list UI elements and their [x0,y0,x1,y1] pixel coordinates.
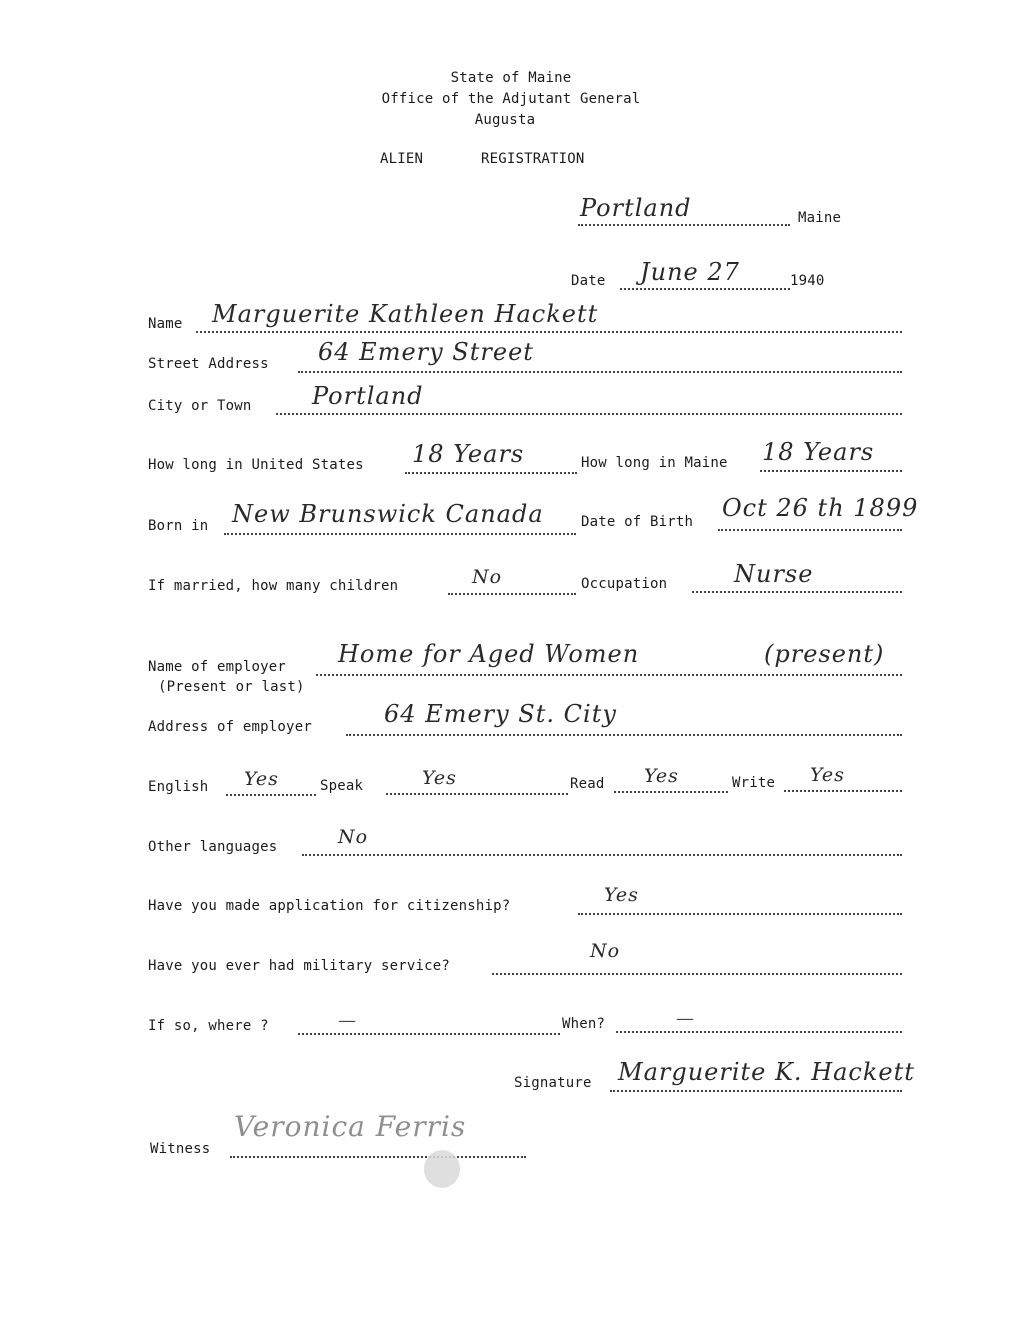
header-state: State of Maine [450,70,572,86]
maine-time-label: How long in Maine [581,455,728,471]
title-alien: ALIEN [380,151,424,167]
us-time-label: How long in United States [148,457,364,473]
ink-smudge [424,1150,460,1188]
military-value: No [590,940,621,962]
witness-label: Witness [150,1141,211,1157]
name-label: Name [148,316,183,332]
place-suffix: Maine [798,210,842,226]
employer-value: Home for Aged Women [338,640,640,668]
speak-label: Speak [320,778,364,794]
where-value: — [338,1010,356,1031]
speak-value: Yes [422,767,457,789]
citizenship-label: Have you made application for citizenship? [148,898,511,914]
occupation-value: Nurse [734,560,814,588]
signature-label: Signature [514,1075,592,1091]
witness-value: Veronica Ferris [234,1110,467,1143]
date-value: June 27 [640,258,740,286]
city-value: Portland [312,382,424,410]
employer-address-label: Address of employer [148,719,312,735]
street-value: 64 Emery Street [318,338,534,366]
english-label: English [148,779,209,795]
where-label: If so, where ? [148,1018,269,1034]
english-value: Yes [244,768,279,790]
street-label: Street Address [148,356,269,372]
dob-label: Date of Birth [581,514,694,530]
other-languages-label: Other languages [148,839,278,855]
write-value: Yes [810,764,845,786]
other-languages-value: No [338,826,369,848]
military-label: Have you ever had military service? [148,958,451,974]
occupation-label: Occupation [581,576,668,592]
city-label: City or Town [148,398,252,414]
header-office: Office of the Adjutant General [381,91,641,107]
signature-value: Marguerite K. Hackett [618,1058,915,1086]
dob-value: Oct 26 th 1899 [722,494,919,522]
children-label: If married, how many children [148,578,399,594]
title-registration: REGISTRATION [481,151,585,167]
citizenship-value: Yes [604,884,639,906]
us-time-value: 18 Years [412,440,525,468]
place-value: Portland [580,194,692,222]
date-label: Date [571,273,606,289]
name-value: Marguerite Kathleen Hackett [212,300,599,328]
header-city: Augusta [474,112,536,128]
employer-address-value: 64 Emery St. City [384,700,617,728]
employer-sublabel: (Present or last) [158,679,305,695]
read-label: Read [570,776,605,792]
employer-extra: (present) [764,640,885,668]
children-value: No [472,566,503,588]
when-value: — [676,1008,694,1029]
employer-label: Name of employer [148,659,287,675]
write-label: Write [732,775,776,791]
born-in-value: New Brunswick Canada [232,500,544,528]
born-in-label: Born in [148,518,209,534]
when-label: When? [562,1016,606,1032]
date-year: 1940 [790,273,825,289]
read-value: Yes [644,765,679,787]
maine-time-value: 18 Years [762,438,875,466]
